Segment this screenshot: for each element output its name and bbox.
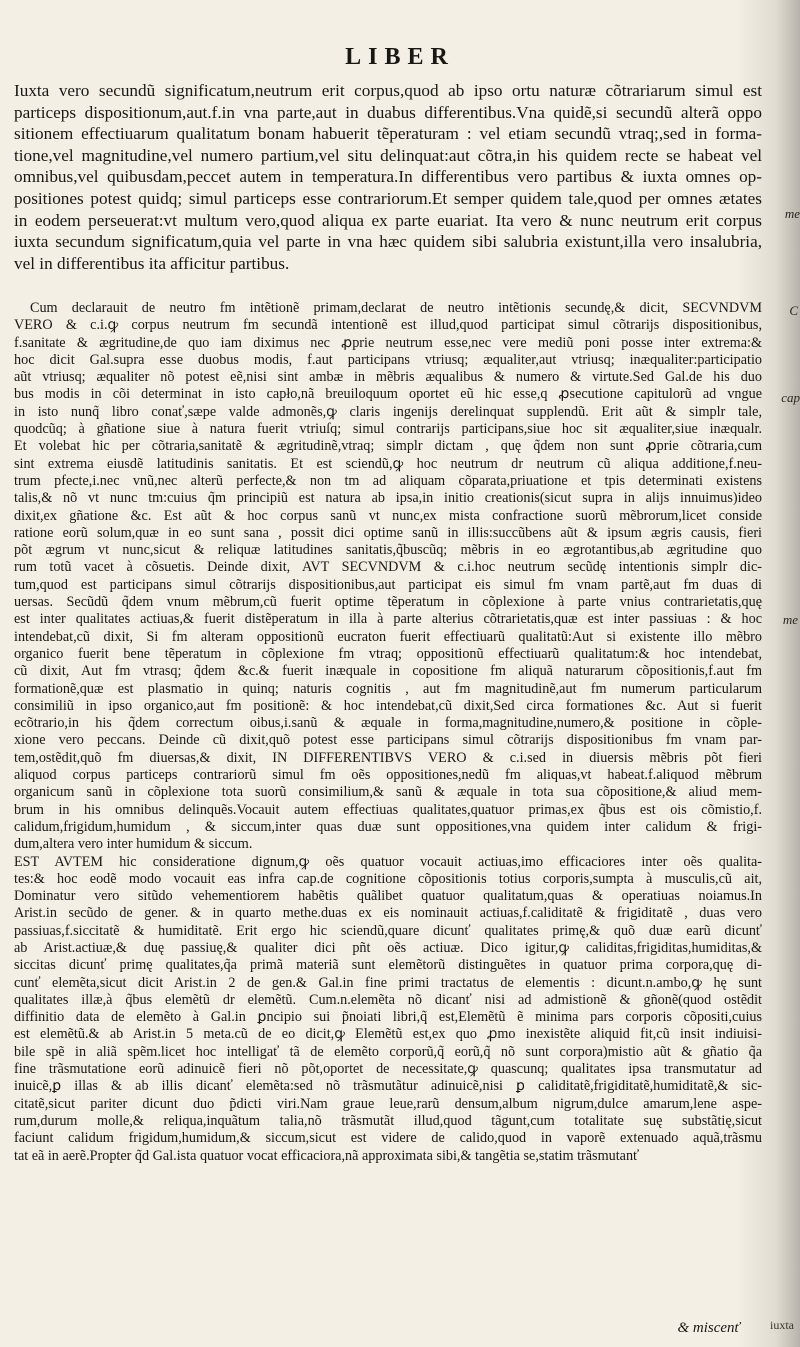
running-head: LIBER [345, 44, 455, 70]
text-line: ecõtrario,in his q̃dem correctum oibus,i.sanũ & æquale in forma,magnitudine,numero,& positione in cõple- [14, 715, 762, 732]
catchword: & miscenť [677, 1320, 740, 1336]
text-line: tum,quod est participans simul cõtrarijs dispositionibus,aut participat eis simul fm vnam partẽ,aut fm duas di [14, 576, 762, 593]
text-line: iuxta secundum significatum,quia vel parte in vna hæc quidem sibi salubria existunt,illa vero insalubria, [14, 232, 762, 252]
margin-note: C [789, 303, 798, 318]
text-line: bus modis in cõi determinat in isto capło,nã breuiloquum oportet eũ hic esse,q ꝓsecutione capitulorũ ad vngue [14, 386, 762, 403]
text-line: siccitas dicunť primę qualitates,q̃a primã materiã sunt elemẽtorũ distinguẽtes in quatuor prima corpora,quę di- [14, 957, 762, 974]
margin-note: cap [781, 390, 800, 405]
margin-note: iuxta [770, 1318, 794, 1332]
text-line: passiuas,f.siccitatẽ & humiditatẽ. Erit ergo hic sciendũ,quare dicunť qualitates primę,& quõ duæ earũ dicunť [14, 922, 762, 939]
text-line: Arist.in secũdo de gener. & in quarto methe.duas ex eis nominauit actiuas,f.caliditatẽ & frigiditatẽ , duas vero [14, 905, 762, 922]
text-line: citatẽ,sicut pariter dicunt duo p̃dicti viri.Nam graue leue,rarũ densum,album nigrum,dulce amarum,lene aspe- [14, 1095, 762, 1112]
text-line: aliquod corpus particeps contrariorũ simul fm oẽs oppositiones,nedũ fm aliquas,vt habeat.f.aliquod mẽbrum [14, 767, 762, 784]
text-line: Iuxta vero secundũ significatum,neutrum erit corpus,quod ab ipso ortu naturæ cõtrariarum simul est [14, 81, 762, 100]
text-line: intendebat,cũ dixit, Si fm alteram oppositionũ eucraton fuerit effectiuarũ qualitatũ:Aut si existente illo mẽbro [14, 628, 762, 645]
text-line: fine trãsmutatione eorũ adinuicẽ fieri nõ põt,oportet de necessitate,ꝙ quascunq; qualitates ipsa transmutatur ad [14, 1061, 762, 1078]
text-line: calidum,frigidum,humidum , & siccum,inter quas duæ sunt oppositiones,vna quidem inter calidum & frigi- [14, 818, 762, 835]
text-line: uersas. Secũdũ q̃dem vnum mẽbrum,cũ fuerit optime tẽperatum in cõplexione à parte vnius contrarietatis,quę [14, 594, 762, 611]
text-line: tes:& hoc eodẽ modo vocauit eas infra cap.de cognitione cõpositionis totius corporis,sumpta à musculis,cũ ait, [14, 870, 762, 887]
text-line: omnibus,vel quibusdam,peccet autem in temperatura.In differentibus vero partibus & iuxta omnes op- [14, 167, 762, 187]
text-line: aũt vtriusq; æqualiter nõ potest eẽ,nisi sint ambæ in mẽbris æqualibus & numero & virtute.Sed Gal.de his duo [14, 369, 762, 386]
text-line: cũ dixit, Aut fm vtrasq; q̃dem &c.& fuerit inæquale in copositione fm aliquã naturarum cõpositionis,f.aut fm [14, 663, 762, 680]
text-line: Cum declarauit de neutro fm intẽtionẽ primam,declarat de neutro intẽtionis secundę,& dicit, SECVNDVM [30, 300, 762, 316]
text-line: formationẽ,quæ est plasmatio in quinq; naturis cognitis , aut fm magnitudinẽ,aut fm numerum particularum [14, 680, 762, 697]
margin-note: me [784, 206, 800, 221]
text-line: Dominatur vero sitũdo vehementiorem habẽtis quãlibet quatuor qualitatum,quas & operatiuas noiamus.In [14, 888, 762, 905]
text-line: rum totũ vacet à cõsuetis. Deinde dixit, AVT SECVNDVM & c.i.hoc neutrum secũdę intentionis simplr dic- [14, 559, 762, 576]
text-line: dum,altera vero inter humidum & siccum. [14, 836, 253, 853]
text-line: EST AVTEM hic consideratione dignum,ꝙ oẽs quatuor vocauit actiuas,imo efficaciores inter oẽs qualita- [14, 853, 762, 870]
text-line: tem,ostẽdit,quõ fm diuersas,& dixit, IN DIFFERENTIBVS VERO & c.i.sed in diuersis mẽbris põt fieri [14, 749, 762, 766]
text-line: bile spẽ in aliã spẽm.licet hoc intelligať tã de elemẽto corporũ,q̃ eorũ,q̃ nõ sunt corpora)mistio aũt & gñatio q̃a [14, 1043, 762, 1060]
text-line: in isto nunq̃ libro conať,sæpe valde admonẽs,ꝙ claris ingenijs derelinquat supplendũ. Erit aũt & simplr tale, [14, 403, 762, 420]
text-line: xione vero peccans. Deinde cũ dixit,quõ potest esse participans simul cõtrarijs dispositionibus fm vnam par- [14, 732, 762, 749]
text-line: brum in his omnibus delinquẽs.Vocauit autem effectiuas qualitates,quatuor primas,ex q̃bus est ois cõmistio,f. [14, 801, 762, 818]
text-line: particeps dispositionum,aut.f.in vna parte,aut in duabus differentibus.Vna quidẽ,si secundũ alterã oppo [14, 102, 762, 122]
text-line: qualitates illæ,à q̃bus elemẽtũ dr elemẽtũ. Cum.n.elemẽta nõ dicanť nisi ad admistionẽ & gñonẽ(quod ostẽdit [14, 991, 762, 1008]
text-line: faciunt calidum frigidum,humidum,& siccum,sicut est videre de calido,quod in vaporẽ extenuado aquã,trãsmu [14, 1130, 762, 1147]
text-line: consimiliũ in ipso organico,aut fm positionẽ: & hoc intendebat,cũ dixit,Sed circa formationes &c. Aut si fuerit [14, 697, 762, 714]
text-line: f.sanitate & ægritudine,de quo iam diximus nec ꝓprie neutrum esse,nec vere mediũ poni posse inter extrema:& [14, 334, 762, 351]
intro-text-block [14, 80, 762, 274]
text-line: ab Arist.actiuæ,& duę passiuę,& qualiter dici pñt oẽs actiuæ. Dico igitur,ꝙ caliditas,frigiditas,humiditas,& [14, 939, 762, 956]
text-line: põt ægrum vt nunc,sicut & reliquæ latitudines sanitatis,q̃buscũq; mẽbris in eo ægrotantibus,ab ægritudine quo [14, 542, 762, 559]
text-line: organicum sanũ in cõplexione tota suorũ consimilium,& sanũ & æquale in tota sua cõpositione,& aliud mem- [14, 784, 762, 801]
text-line: Et volebat hic per cõtraria,sanitatẽ & ægritudinẽ,vtraq; simplr dictam , quę q̃dem non sunt ꝓprie cõtraria,cum [14, 438, 762, 455]
text-line: cunť elemẽta,sicut dicit Arist.in 2 de gen.& Gal.in fine primi tractatus de elementis : dicunt.n.ambo,ꝙ hę sunt [14, 974, 762, 991]
text-line: ratione eorũ solum,quæ in eo sunt sana , possit dici optime sanũ in illis:succũbens aũt & ipsum ægris causis, fieri [14, 524, 762, 541]
text-line: est elemẽtũ.& ab Arist.in 5 meta.cũ de eo dicit,ꝙ Elemẽtũ est,ex quo ꝓmo inexistẽte aliquid fit,cũ insit indiuisi- [14, 1026, 762, 1043]
text-line: tat eã in aerẽ.Propter q̃d Gal.ista quatuor vocat efficaciora,nã approximata sibi,& tangẽtia se,statim trãsmutanť [14, 1147, 640, 1164]
commentary-text-block [14, 300, 762, 1165]
margin-note: me [782, 612, 798, 627]
text-line: inuicẽ,ꝑ illas & ab illis dicanť elemẽta:sed nõ trãsmutãtur adinuicẽ,nisi ꝑ caliditatẽ,frigiditatẽ,humiditatẽ,& sic- [14, 1078, 762, 1095]
text-line: est inter qualitates actiuas,& fuerit distẽperatum in illa à parte alterius cõtrarietatis,quæ est inter passiuas : & hoc [14, 611, 762, 628]
text-line: trum pfecte,i.nec vnũ,nec alterũ perfecte,& non tm ad aliquam cõparata,priuatione et tpis determinati existens [14, 472, 762, 489]
text-line: tione,vel magnitudine,vel numero partium,vel situ delinquat:aut cõtra,in his quidem recte se habeat vel [14, 145, 762, 165]
text-line: organico fuerit bene tẽperatum in cõplexione fm vtraq; oppositionũ effectiuarũ qualitatum:& hoc intendebat, [14, 645, 762, 662]
text-line: quodcũq; à gñatione siue à natura fuerit vtriuſq; simul contrarijs participans,siue hoc sit æqualiter,siue inæqualr. [14, 421, 762, 438]
text-line: sitionem effectiuarum qualitatum bonam habuerit tẽperaturam : vel etiam secundũ vtraq;,sed in forma- [14, 124, 762, 144]
text-line: vel in differentibus ita afficitur partibus. [14, 253, 290, 273]
text-line: positiones potest quidq; simul particeps esse contrariorum.Et semper quidem tale,quod per omnes ætates [14, 188, 762, 208]
text-line: sint extrema eiusdẽ latitudinis sanitatis. Et est sciendũ,ꝙ hoc neutrum dr neutrum cũ aliqua additione,f.neu- [14, 455, 762, 472]
text-line: rum,durum molle,& reliqua,inquãtum talia,nõ trãsmutãt illud,quod tãgunt,cum totalitate suę substãtię,sicut [14, 1112, 762, 1129]
text-line: in eodem perseuerat:vt multum vero,quod aliqua ex parte euariat. Ita vero & nunc neutrum erit corpus [14, 210, 762, 230]
text-line: talis,& nõ vt nunc tm:cuius q̃m principiũ est natura ab ipsa,in initio creationis(sicut supra in alijs innuimus)ideo [14, 490, 762, 507]
text-line: diffinitio data de elemẽto à Gal.in ꝑncipio sui p̃noiati libri,q̃ est,Elemẽtũ ẽ minima pars corporis cõpositi,cuius [14, 1009, 762, 1026]
text-line: VERO & c.i.ꝙ corpus neutrum fm secundã intentionẽ est illud,quod participat simul cõtrarijs dispositionibus, [14, 317, 762, 334]
text-line: hoc dicit Gal.supra esse duobus modis, f.aut participans vtriusq; æqualiter,aut vtriusq; inæqualiter:participatio [14, 351, 762, 368]
text-line: dixit,ex gñatione &c. Est aũt & hoc corpus sanũ vt nunc,ex mista confractione suorũ mẽbrorum,licet conside [14, 507, 762, 524]
